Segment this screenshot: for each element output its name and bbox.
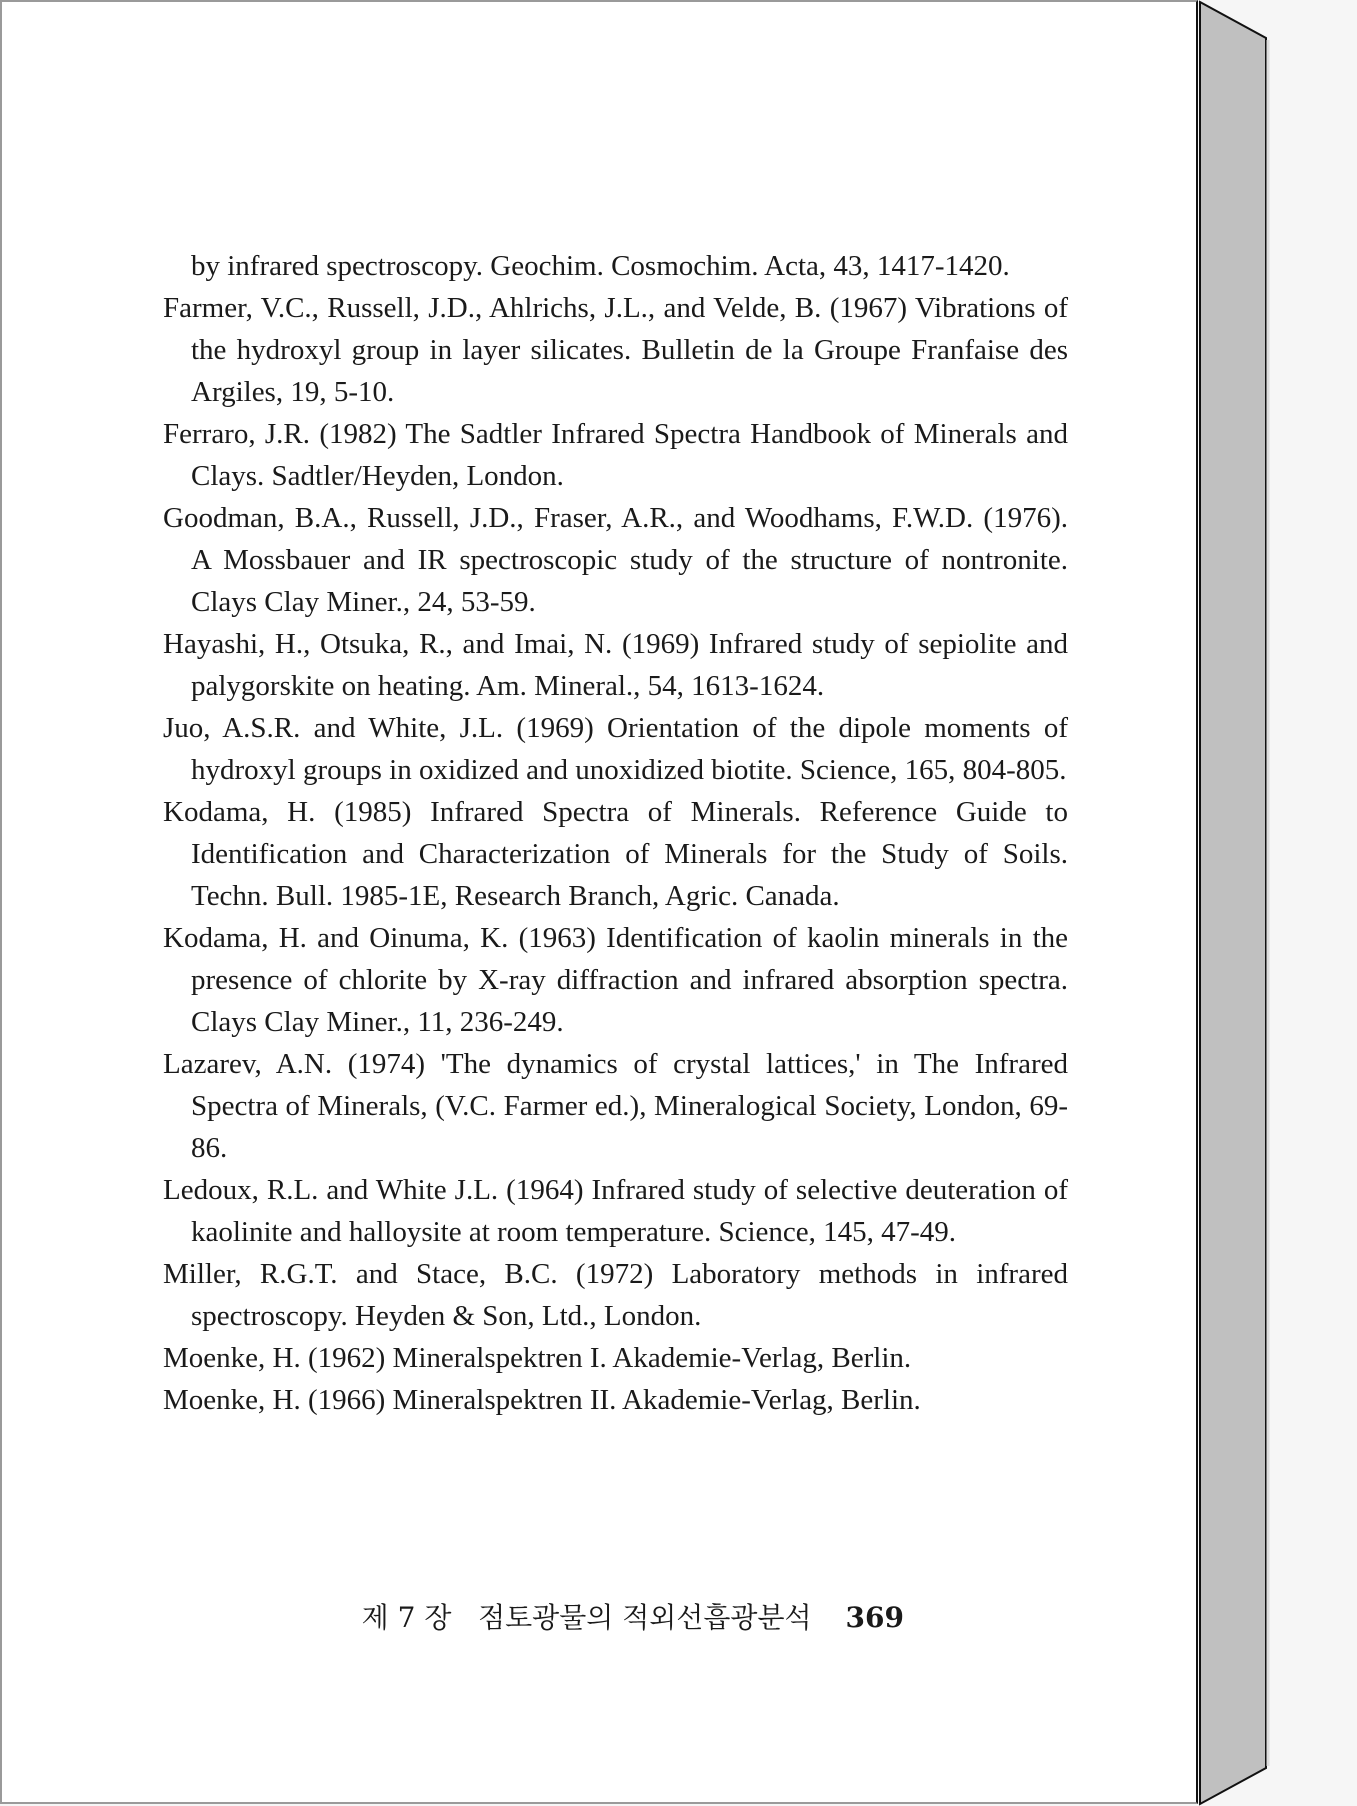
reference-list bbox=[163, 245, 1068, 1421]
reference-entry: Kodama, H. (1985) Infrared Spectra of Minerals. Reference Guide to Identification and Characterization of Minerals for the Study of Soils. Techn. Bull. 1985-1E, Research Branch, Agric. Canada. bbox=[163, 796, 1068, 912]
reference-entry: Juo, A.S.R. and White, J.L. (1969) Orientation of the dipole moments of hydroxyl groups in oxidized and unoxidized biotite. Science, 165, 804-805. bbox=[163, 712, 1068, 786]
reference-entry: Ferraro, J.R. (1982) The Sadtler Infrared Spectra Handbook of Minerals and Clays. Sadtler/Heyden, London. bbox=[163, 418, 1068, 492]
chapter-title: 제 7 장 점토광물의 적외선흡광분석 bbox=[361, 1601, 812, 1634]
page-number: 369 bbox=[845, 1601, 904, 1634]
reference-entry: Ledoux, R.L. and White J.L. (1964) Infrared study of selective deuteration of kaolinite and halloysite at room temperature. Science, 145, 47-49. bbox=[163, 1174, 1068, 1248]
reference-entry: Kodama, H. and Oinuma, K. (1963) Identification of kaolin minerals in the presence of chlorite by X-ray diffraction and infrared absorption spectra. Clays Clay Miner., 11, 236-249. bbox=[163, 922, 1068, 1038]
reference-entry: Moenke, H. (1966) Mineralspektren II. Akademie-Verlag, Berlin. bbox=[163, 1384, 921, 1416]
reference-entry: Miller, R.G.T. and Stace, B.C. (1972) Laboratory methods in infrared spectroscopy. Heyden & Son, Ltd., London. bbox=[163, 1258, 1068, 1332]
reference-entry: Goodman, B.A., Russell, J.D., Fraser, A.R., and Woodhams, F.W.D. (1976). A Mossbauer and IR spectroscopic study of the structure of nontronite. Clays Clay Miner., 24, 53-59. bbox=[163, 502, 1068, 618]
page-footer bbox=[362, 1596, 904, 1636]
reference-entry: Moenke, H. (1962) Mineralspektren I. Akademie-Verlag, Berlin. bbox=[163, 1342, 912, 1374]
reference-entry: Hayashi, H., Otsuka, R., and Imai, N. (1969) Infrared study of sepiolite and palygorskite on heating. Am. Mineral., 54, 1613-1624. bbox=[163, 628, 1068, 702]
reference-entry: Lazarev, A.N. (1974) 'The dynamics of crystal lattices,' in The Infrared Spectra of Minerals, (V.C. Farmer ed.), Mineralogical Society, London, 69-86. bbox=[163, 1048, 1068, 1164]
reference-entry: by infrared spectroscopy. Geochim. Cosmochim. Acta, 43, 1417-1420. bbox=[191, 250, 1010, 282]
reference-entry: Farmer, V.C., Russell, J.D., Ahlrichs, J.L., and Velde, B. (1967) Vibrations of the hydroxyl group in layer silicates. Bulletin de la Groupe Franfaise des Argiles, 19, 5-10. bbox=[163, 292, 1068, 408]
